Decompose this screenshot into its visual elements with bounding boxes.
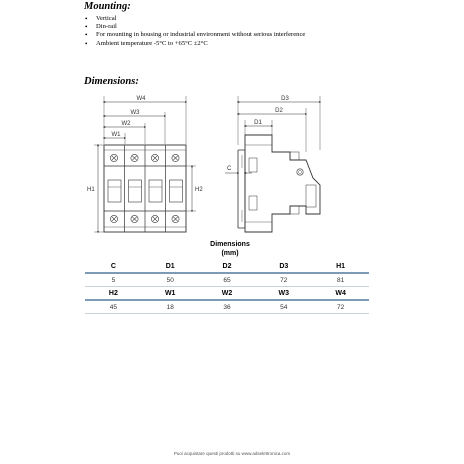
mounting-item: • Ambient temperature -5°C to +65°C ±2°C bbox=[84, 40, 384, 48]
table-cell: 54 bbox=[255, 300, 312, 314]
table-unit-line: (mm) bbox=[221, 250, 239, 257]
table-cell: 5 bbox=[85, 273, 142, 287]
footer-text: Puoi acquistare questi prodotti su www.adselettronica.com bbox=[173, 451, 291, 456]
table-title bbox=[150, 240, 310, 258]
table-cell: 72 bbox=[255, 273, 312, 287]
h2-label: H2 bbox=[195, 187, 203, 193]
d1-label: D1 bbox=[254, 120, 262, 126]
table-header-cell: W3 bbox=[255, 287, 312, 301]
table-header-cell: D1 bbox=[142, 260, 199, 273]
d3-label: D3 bbox=[281, 96, 289, 102]
table-header-cell: H1 bbox=[312, 260, 369, 273]
table-title-line: Dimensions bbox=[210, 241, 250, 248]
w4-label: W4 bbox=[136, 96, 146, 102]
table-cell: 18 bbox=[142, 300, 199, 314]
table-value-row bbox=[85, 300, 369, 314]
mounting-item: • Din-rail bbox=[84, 23, 384, 31]
w2-label: W2 bbox=[121, 121, 131, 127]
table-header-row bbox=[85, 260, 369, 273]
table-cell: 36 bbox=[199, 300, 256, 314]
w1-label: W1 bbox=[111, 132, 121, 138]
table-cell: 50 bbox=[142, 273, 199, 287]
table-header-cell: W1 bbox=[142, 287, 199, 301]
table-header-cell: W4 bbox=[312, 287, 369, 301]
dimensions-table bbox=[85, 260, 369, 314]
table-cell: 72 bbox=[312, 300, 369, 314]
table-header-cell: C bbox=[85, 260, 142, 273]
dimensions-heading: Dimensions: bbox=[84, 76, 139, 87]
w3-label: W3 bbox=[130, 110, 140, 116]
mounting-item: • For mounting in housing or industrial environment without serious interference bbox=[84, 31, 384, 39]
table-header-row bbox=[85, 287, 369, 301]
mounting-heading: Mounting: bbox=[84, 1, 131, 12]
table-header-cell: D2 bbox=[199, 260, 256, 273]
front-view-drawing bbox=[94, 96, 196, 232]
table-value-row bbox=[85, 273, 369, 287]
table-cell: 65 bbox=[199, 273, 256, 287]
table-header-cell: W2 bbox=[199, 287, 256, 301]
table-header-cell: D3 bbox=[255, 260, 312, 273]
side-view-drawing bbox=[225, 96, 320, 232]
mounting-item: • Vertical bbox=[84, 15, 384, 23]
table-cell: 81 bbox=[312, 273, 369, 287]
c-label: C bbox=[227, 166, 232, 172]
h1-label: H1 bbox=[87, 187, 95, 193]
table-cell: 45 bbox=[85, 300, 142, 314]
table-header-cell: H2 bbox=[85, 287, 142, 301]
d2-label: D2 bbox=[275, 108, 283, 114]
